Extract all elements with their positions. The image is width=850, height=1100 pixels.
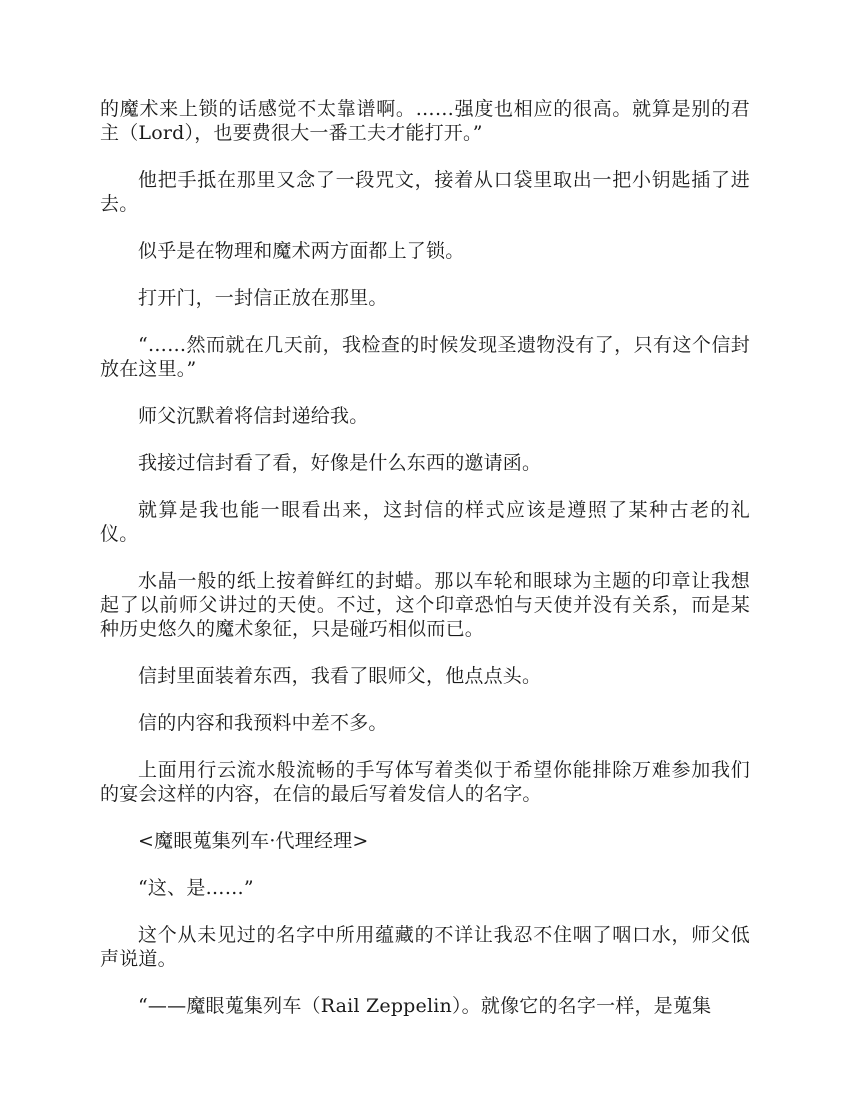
document-page — [100, 97, 750, 1041]
paragraph-1: 的魔术来上锁的话感觉不太靠谱啊。……强度也相应的很高。就算是别的君主（Lord），也要费很大一番工夫才能打开。” — [100, 98, 750, 144]
paragraph-9: 水晶一般的纸上按着鲜红的封蜡。那以车轮和眼球为主题的印章让我想起了以前师父讲过的天使。不过，这个印章恐怕与天使并没有关系，而是某种历史悠久的魔术象征，只是碰巧相似而已。 — [100, 570, 750, 640]
paragraph-14: “这、是……” — [138, 877, 254, 899]
paragraph-12: 上面用行云流水般流畅的手写体写着类似于希望你能排除万难参加我们的宴会这样的内容，在信的最后写着发信人的名字。 — [100, 759, 750, 805]
paragraph-15: 这个从未见过的名字中所用蕴藏的不详让我忍不住咽了咽口水，师父低声说道。 — [100, 924, 750, 970]
paragraph-10: 信封里面装着东西，我看了眼师父，他点点头。 — [138, 665, 542, 687]
paragraph-7: 我接过信封看了看，好像是什么东西的邀请函。 — [138, 452, 542, 474]
paragraph-2: 他把手抵在那里又念了一段咒文，接着从口袋里取出一把小钥匙插了进去。 — [100, 169, 750, 215]
paragraph-6: 师父沉默着将信封递给我。 — [138, 405, 369, 427]
paragraph-13: <魔眼蒐集列车·代理经理> — [138, 830, 369, 852]
paragraph-5: “……然而就在几天前，我检查的时候发现圣遗物没有了，只有这个信封放在这里。” — [100, 334, 750, 380]
paragraph-4: 打开门，一封信正放在那里。 — [138, 287, 388, 309]
paragraph-11: 信的内容和我预料中差不多。 — [138, 712, 388, 734]
paragraph-3: 似乎是在物理和魔术两方面都上了锁。 — [138, 240, 465, 262]
paragraph-8: 就算是我也能一眼看出来，这封信的样式应该是遵照了某种古老的礼仪。 — [100, 499, 750, 545]
paragraph-16: “——魔眼蒐集列车（Rail Zeppelin）。就像它的名字一样，是蒐集 — [138, 995, 712, 1017]
